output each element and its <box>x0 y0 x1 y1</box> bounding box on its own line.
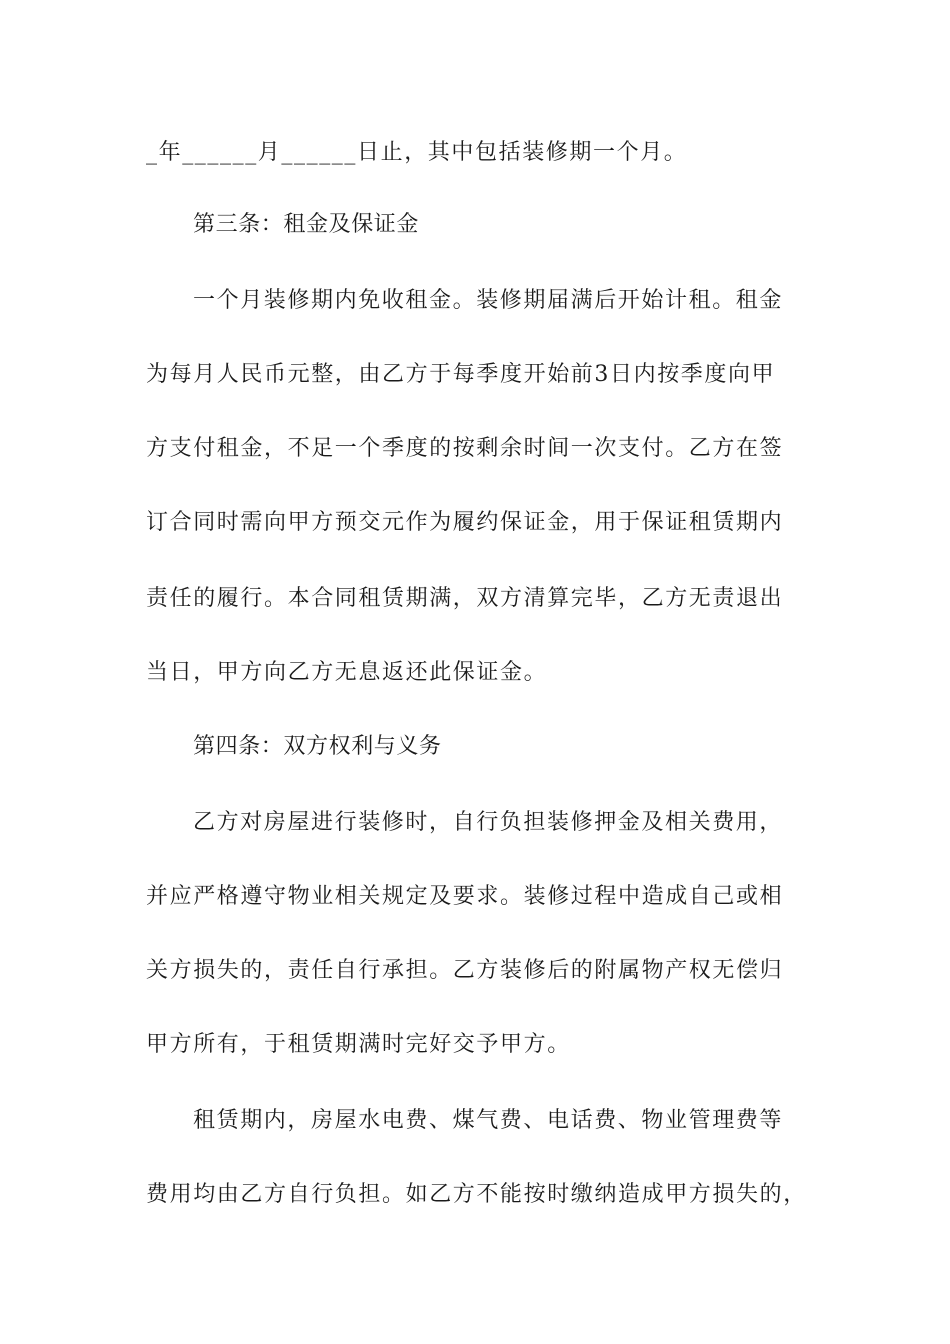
text-line: _年______月______日止，其中包括装修期一个月。 <box>146 140 688 165</box>
text-line: 租赁期内，房屋水电费、煤气费、电话费、物业管理费等 <box>193 1108 784 1133</box>
text-line: 订合同时需向甲方预交元作为履约保证金，用于保证租赁期内 <box>146 510 784 535</box>
text-line: 乙方对房屋进行装修时，自行负担装修押金及相关费用， <box>193 810 784 835</box>
text-line: 方支付租金，不足一个季度的按剩余时间一次支付。乙方在签 <box>146 436 784 461</box>
section-heading-article-4: 第四条：双方权利与义务 <box>193 734 442 759</box>
section-heading-article-3: 第三条：租金及保证金 <box>193 212 420 237</box>
text-line: 费用均由乙方自行负担。如乙方不能按时缴纳造成甲方损失的， <box>146 1182 807 1207</box>
text-line: 一个月装修期内免收租金。装修期届满后开始计租。租金 <box>193 288 784 313</box>
text-line: 责任的履行。本合同租赁期满，双方清算完毕，乙方无责退出 <box>146 586 784 611</box>
text-line: 为每月人民币元整，由乙方于每季度开始前3日内按季度向甲 <box>146 362 776 387</box>
text-line: 并应严格遵守物业相关规定及要求。装修过程中造成自己或相 <box>146 884 784 909</box>
text-line: 关方损失的，责任自行承担。乙方装修后的附属物产权无偿归 <box>146 958 784 983</box>
text-line: 当日，甲方向乙方无息返还此保证金。 <box>146 660 548 685</box>
text-line: 甲方所有，于租赁期满时完好交予甲方。 <box>146 1032 571 1057</box>
